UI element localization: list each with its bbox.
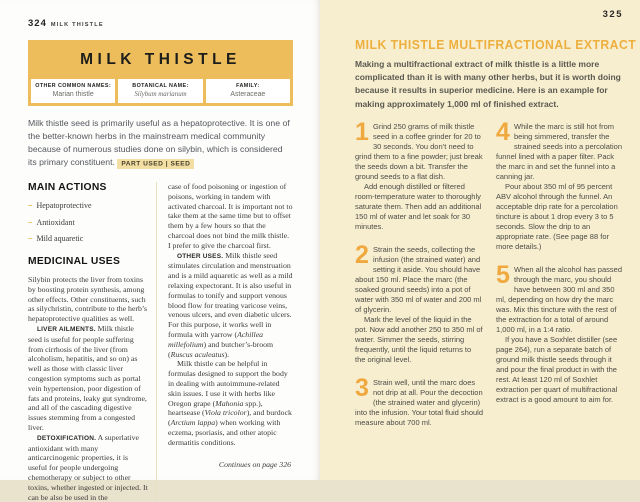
body-paragraph: case of food poisoning or ingestion of poisons, working in tandem with activated charcoal. It is important not to take them at the same time but to offset them by a few hours so that the charcoal does not bind the milk thistle. I prefer to give the charcoal first. — [168, 182, 293, 250]
list-item — [28, 218, 149, 227]
steps-column-right — [496, 117, 626, 441]
field-label: BOTANICAL NAME: — [132, 83, 189, 89]
step-number: 3 — [355, 373, 369, 402]
body-paragraph: Silybin protects the liver from toxins by boosting protein synthesis, among other effects. Other constituents, such as silychristin, contribute to the herb’s hepatoprotective qualities as well. — [28, 275, 148, 324]
steps-column-left — [355, 117, 484, 441]
field-value: Marian thistle — [52, 91, 94, 98]
right-column — [156, 182, 293, 502]
list-item — [28, 234, 149, 243]
page-right — [320, 0, 640, 480]
field-label: OTHER COMMON NAMES: — [35, 83, 112, 89]
action-label: Mild aquaretic — [36, 234, 84, 243]
dash-bullet-icon: – — [28, 234, 33, 243]
body-paragraph-liver-ailments: LIVER AILMENTS. Milk thistle seed is useful for people suffering from cirrhosis of the liver (from alcoholism, hepatitis, and so on) as well as those with classic liver congestion symptoms such as portal vein hypertension, poor digestion of fats and proteins, leaky gut syndrome, and all of the cascading digestive issues stemming from a congested liver. — [28, 323, 147, 432]
step-paragraph: Mark the level of the liquid in the pot. Now add another 250 to 350 ml of water. Simmer the seeds, stirring frequently, until the liquid returns to the original level. — [355, 314, 483, 364]
main-actions-list — [28, 201, 149, 243]
step-number: 2 — [355, 240, 369, 269]
left-column — [28, 182, 156, 502]
main-actions-heading: MAIN ACTIONS — [28, 182, 107, 193]
step-number: 5 — [496, 260, 510, 289]
action-label: Antioxidant — [36, 217, 75, 227]
step-4 — [496, 117, 626, 252]
step-number: 1 — [355, 117, 369, 146]
step-number: 4 — [496, 117, 510, 146]
recipe-steps — [355, 117, 626, 441]
step-paragraph: Strain well, until the marc does not drip at all. Pour the decoction (the strained water and glycerin) into the infusion. Your total fluid should measure about 700 ml. — [355, 377, 484, 427]
step-paragraph: Add enough distilled or filtered room-temperature water to thoroughly saturate them. Then add an additional 150 ml of water and let soak for 30 minutes. — [355, 181, 482, 231]
page-number-right: 325 — [602, 9, 623, 20]
recipe-title: MILK THISTLE MULTIFRACTIONAL EXTRACT — [355, 37, 637, 52]
field-value: Silybum marianum — [134, 91, 187, 98]
step-3 — [355, 373, 484, 428]
action-label: Hepatoprotective — [36, 201, 92, 210]
step-paragraph: Pour about 350 ml of 95 percent ABV alcohol through the funnel. An acceptable drip rate for a percolation tincture is about 1 drop every 3 to 5 seconds. Slow the drip to an appropriate rate. (See page 88 for more details.) — [496, 181, 618, 251]
running-head-title: MILK THISTLE — [50, 22, 104, 28]
body-paragraph-detoxification: DETOXIFICATION. A superlative antioxidant with many anticarcinogenic properties, it is useful for people undergoing chemotherapy or subject to other toxins, whether ingested or injected. It can be also be used in the — [28, 432, 148, 502]
list-item — [28, 201, 149, 210]
recipe-intro: Making a multifractional extract of milk thistle is a little more complicated than it is with many other herbs, but it is worth doing because it results in superior medicine. Here is an example for making approximately 1,000 ml of finished extract. — [355, 59, 621, 109]
field-botanical-name — [115, 79, 202, 103]
step-paragraph: Grind 250 grams of milk thistle seed in a coffee grinder for 20 to 30 seconds. You don’t need to grind them to a fine powder; just break the seeds down a bit. Transfer the ground seeds to a flat dish. — [355, 121, 483, 181]
herb-infobox-fields — [31, 76, 290, 103]
part-used-badge: PART USED | SEED — [117, 159, 194, 169]
field-family — [203, 79, 290, 103]
step-paragraph: Strain the seeds, collecting the infusion (the strained water) and setting it aside. You should have about 150 ml. Place the marc (the soaked ground seeds) into a pot of water with 350 ml of water and 200 ml of glycerin. — [355, 244, 482, 314]
step-paragraph: When all the alcohol has passed through the marc, you should have between 300 ml and 350 ml, depending on how dry the marc was. Mix this tincture with the rest of the extraction for a total of around 1,000 ml, in a 1:4 ratio. — [496, 264, 622, 334]
running-header-left — [28, 13, 293, 31]
intro-text: Milk thistle seed is primarily useful as a hepatoprotective. It is one of the better-known herbs in the mainstream medical community because of numerous studies done on silybin, which is considered its primary constituent. — [28, 118, 290, 167]
step-paragraph: If you have a Soxhlet distiller (see page 264), run a separate batch of ground milk thistle seeds through it and pour the final product in with the rest. At least 120 ml of Soxhlet extraction per quart of multifractional extract is a good amount to aim for. — [496, 334, 618, 404]
body-paragraph: Milk thistle can be helpful in formulas designed to support the body in dealing with autoimmune-related skin issues. I use it with herbs like Oregon grape (Mahonia spp.), heartsease (Viola tricolor), and burdock (Arctium lappa) when working with eczema, psoriasis, and other atopic dermatitis conditions. — [168, 359, 292, 447]
field-common-names — [31, 79, 115, 103]
herb-title: MILK THISTLE — [31, 43, 290, 76]
page-number-left: 324 — [28, 18, 47, 29]
step-5 — [496, 260, 626, 405]
herb-infobox — [28, 40, 293, 106]
field-label: FAMILY: — [236, 83, 260, 89]
step-2 — [355, 240, 483, 365]
medicinal-uses-heading: MEDICINAL USES — [28, 256, 121, 267]
body-paragraph-other-uses: OTHER USES. Milk thistle seed stimulates circulation and menstruation and is a mild aquaretic as well as a mild relaxing expectorant. It is also useful in formulas to tonify and support venous blood flow for treating varicose veins, venous ulcers, and even diabetic ulcers. For this purpose, it works well in formula with yarrow (Achillea millefolium) and butcher’s-broom (Ruscus aculeatus). — [168, 250, 293, 359]
dash-bullet-icon: – — [28, 217, 33, 227]
step-paragraph: While the marc is still hot from being simmered, transfer the strained seeds into a percolation funnel lined with a paper filter. Pack the marc in and set the funnel into a canning jar. — [496, 121, 622, 181]
field-value: Asteraceae — [230, 91, 266, 98]
continued-note: Continues on page 326 — [218, 459, 291, 469]
dash-bullet-icon: – — [28, 201, 33, 210]
two-column-body — [28, 182, 293, 502]
intro-paragraph — [28, 117, 293, 170]
step-1 — [355, 117, 483, 232]
